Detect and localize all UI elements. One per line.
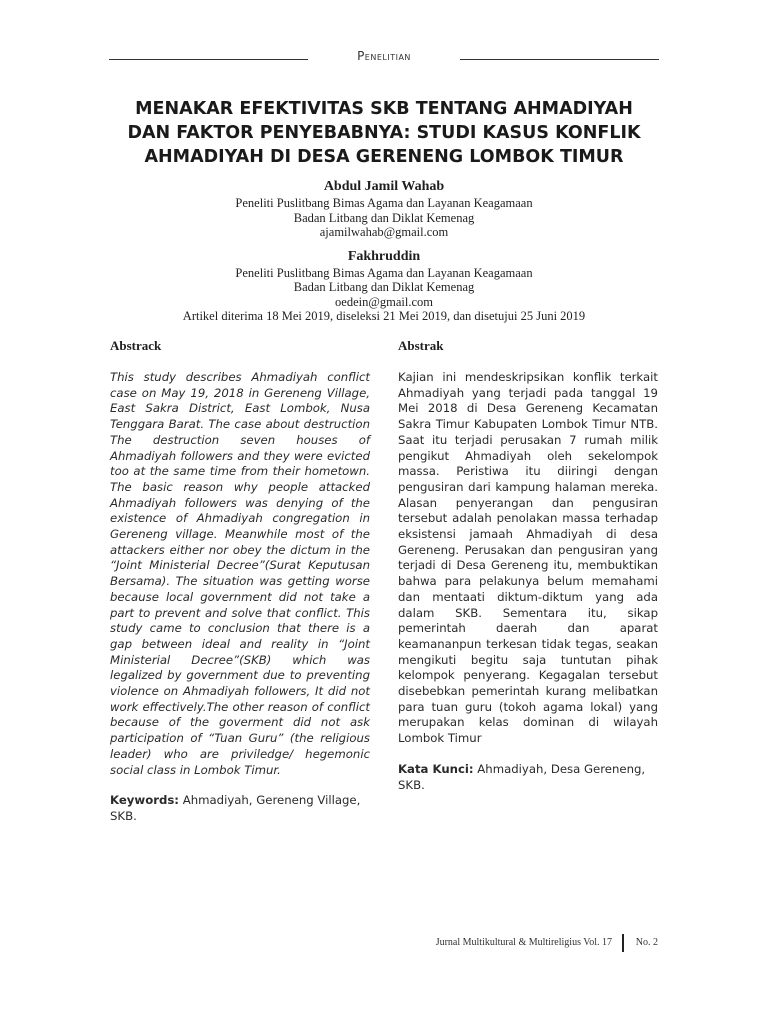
header-rule-right xyxy=(460,59,659,60)
author-2 xyxy=(90,248,678,310)
abstrak-text: Kajian ini mendeskripsikan konflik terkait Ahmadiyah yang terjadi pada tanggal 19 Mei 2018 di Desa Gereneng Kecamatan Sakra Timur Kabupaten Lombok Timur NTB. Saat itu terjadi perusakan 7 rumah milik pengikut Ahmadiyah oleh sekelompok massa. Peristiwa itu diiringi dengan pengusiran dari kampung halaman mereka. Alasan penyerangan dan pengusiran tersebut adalah penolakan massa terhadap eksistensi jamaah Ahmadiyah di desa Gereneng. Perusakan dan pengusiran yang terjadi di Desa Gereneng itu, membuktikan bahwa para pelakunya belum memahami dan mentaati diktum-diktum yang ada dalam SKB. Sementara itu, sikap pemerintah daerah dan aparat keamananpun terkesan tidak tegas, seakan mengikuti begitu saja tuntutan pihak kelompok penyerang. Kegagalan tersebut disebebkan pemerintah kurang melibatkan para tuan guru (tokoh agama lokal) yang merupakan kelas dominan di wilayah Lombok Timur xyxy=(398,370,658,746)
header-rule-left xyxy=(109,59,308,60)
keywords-label: Keywords: xyxy=(110,793,179,808)
page-footer xyxy=(400,934,658,952)
author-email[interactable]: ajamilwahab@gmail.com xyxy=(319,225,449,239)
article-title xyxy=(90,97,678,169)
abstract-text: This study describes Ahmadiyah conflict case on May 19, 2018 in Gereneng Village, East Sakra District, East Lombok, Nusa Tenggara Barat. The case about destruction The destruction seven houses of Ahmadiyah followers and they were evicted too at the same time from their hometown. The basic reason why people attacked Ahmadiyah followers was denying of the existence of Ahmadiyah congregation in Gereneng village. Meanwhile most of the attackers either nor obey the dictum in the “Joint Ministerial Decree”(Surat Keputusan Bersama). The situation was getting worse because local government did not take a part to prevent and solve that conflict. This study came to conclusion that there is a gap between ideal and reality in “Joint Ministerial Decree”(SKB) which was legalized by government due to preventing violence on Ahmadiyah followers, It did not work effectively.The other reason of conflict because of the goverment did not ask participation of “Tuan Guru” (the religious leader) who are priviledge/ hegemonic social class in Lombok Timur. xyxy=(110,370,370,777)
author-name: Abdul Jamil Wahab xyxy=(323,179,445,194)
received-dates: Artikel diterima 18 Mei 2019, diseleksi 21 Mei 2019, dan disetujui 25 Juni 2019 xyxy=(182,309,586,323)
author-1 xyxy=(90,178,678,240)
abstract-indonesian xyxy=(398,338,658,793)
section-label: Penelitian xyxy=(357,49,411,63)
abstrak-heading: Abstrak xyxy=(398,338,444,353)
footer-divider xyxy=(622,934,624,952)
authors-block xyxy=(90,178,678,324)
abstract-heading: Abstrack xyxy=(110,338,162,353)
author-affiliation: Peneliti Puslitbang Bimas Agama dan Layanan Keagamaan xyxy=(235,196,533,210)
kata-kunci-label: Kata Kunci: xyxy=(398,761,474,776)
kata-kunci-value: Ahmadiyah, Desa Gereneng, SKB. xyxy=(398,761,646,792)
author-email[interactable]: oedein@gmail.com xyxy=(335,294,433,309)
keywords-value: Ahmadiyah, Gereneng Village, SKB. xyxy=(110,793,361,823)
abstract-english xyxy=(110,338,370,825)
title-line: MENAKAR EFEKTIVITAS SKB TENTANG AHMADIYAH xyxy=(135,99,633,119)
author-affiliation: Badan Litbang dan Diklat Kemenag xyxy=(293,210,475,225)
author-name: Fakhruddin xyxy=(347,248,421,264)
journal-name: Jurnal Multikultural & Multireligius Vol. 17 xyxy=(435,937,612,948)
author-affiliation: Peneliti Puslitbang Bimas Agama dan Layanan Keagamaan xyxy=(235,265,533,280)
issue-number: No. 2 xyxy=(635,937,658,948)
author-affiliation: Badan Litbang dan Diklat Kemenag xyxy=(293,280,475,294)
keywords xyxy=(110,793,370,824)
title-line: AHMADIYAH DI DESA GERENENG LOMBOK TIMUR xyxy=(144,147,624,167)
title-line: DAN FAKTOR PENYEBABNYA: STUDI KASUS KONFLIK xyxy=(127,123,641,143)
kata-kunci xyxy=(398,762,658,793)
